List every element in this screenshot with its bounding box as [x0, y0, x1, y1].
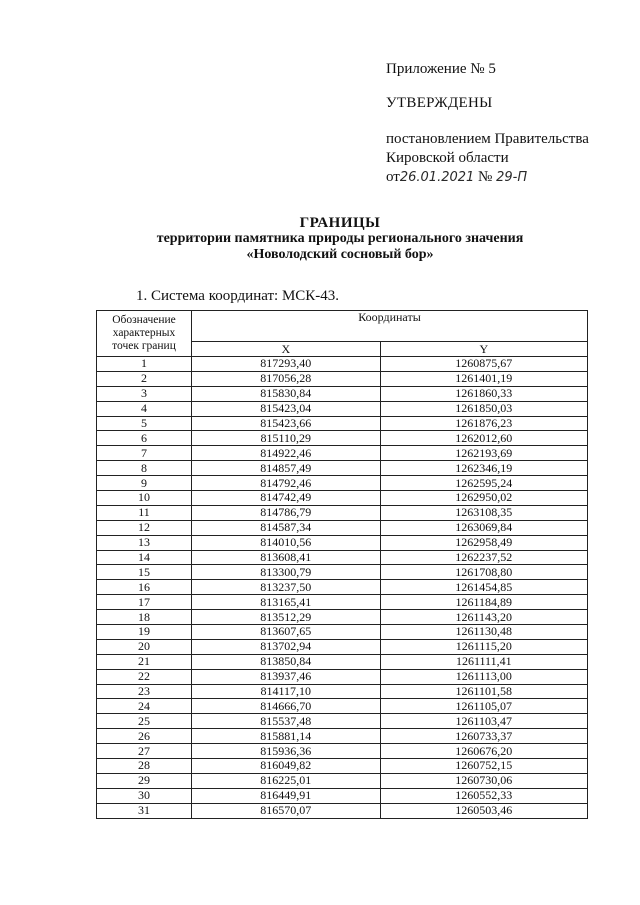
y-coordinate-cell: 1260730,06 — [380, 773, 587, 788]
x-coordinate-cell: 813608,41 — [192, 550, 381, 565]
x-coordinate-cell: 813300,79 — [192, 565, 381, 580]
y-coordinate-cell: 1262237,52 — [380, 550, 587, 565]
point-number-cell: 4 — [97, 401, 192, 416]
point-number-cell: 9 — [97, 476, 192, 491]
y-coordinate-cell: 1262193,69 — [380, 446, 587, 461]
x-coordinate-cell: 815830,84 — [192, 386, 381, 401]
point-number-cell: 25 — [97, 714, 192, 729]
table-row — [97, 639, 588, 654]
y-coordinate-cell: 1263069,84 — [380, 520, 587, 535]
x-coordinate-cell: 813165,41 — [192, 595, 381, 610]
x-coordinate-cell: 815881,14 — [192, 729, 381, 744]
y-coordinate-cell: 1261184,89 — [380, 595, 587, 610]
table-row — [97, 625, 588, 640]
x-coordinate-cell: 814010,56 — [192, 535, 381, 550]
x-coordinate-cell: 813702,94 — [192, 639, 381, 654]
y-coordinate-cell: 1261454,85 — [380, 580, 587, 595]
table-row — [97, 699, 588, 714]
point-number-cell: 3 — [97, 386, 192, 401]
table-row — [97, 416, 588, 431]
point-number-cell: 24 — [97, 699, 192, 714]
table-row — [97, 505, 588, 520]
coordinates-table — [96, 310, 588, 819]
x-coordinate-cell: 813237,50 — [192, 580, 381, 595]
x-coordinate-cell: 814117,10 — [192, 684, 381, 699]
x-coordinate-cell: 813607,65 — [192, 625, 381, 640]
table-row — [97, 371, 588, 386]
header-coordinates: Координаты — [192, 311, 588, 342]
x-coordinate-cell: 816049,82 — [192, 759, 381, 774]
point-number-cell: 19 — [97, 625, 192, 640]
y-coordinate-cell: 1261708,80 — [380, 565, 587, 580]
header-point: Обозначение характерных точек границ — [97, 311, 192, 357]
approved-label: УТВЕРЖДЕНЫ — [386, 95, 493, 111]
table-row — [97, 357, 588, 372]
title-main: ГРАНИЦЫ — [299, 215, 381, 231]
point-number-cell: 17 — [97, 595, 192, 610]
number-prefix: № — [478, 169, 493, 185]
point-number-cell: 16 — [97, 580, 192, 595]
x-coordinate-cell: 815110,29 — [192, 431, 381, 446]
document-title — [120, 215, 560, 263]
y-coordinate-cell: 1260552,33 — [380, 788, 587, 803]
table-row — [97, 803, 588, 818]
point-number-cell: 11 — [97, 505, 192, 520]
y-coordinate-cell: 1261111,41 — [380, 654, 587, 669]
title-line-2: территории памятника природы регионального значения — [156, 231, 524, 246]
point-number-cell: 1 — [97, 357, 192, 372]
decree-number: 29-П — [496, 170, 528, 185]
y-coordinate-cell: 1263108,35 — [380, 505, 587, 520]
table-row — [97, 714, 588, 729]
x-coordinate-cell: 814922,46 — [192, 446, 381, 461]
point-number-cell: 10 — [97, 491, 192, 506]
y-coordinate-cell: 1260503,46 — [380, 803, 587, 818]
point-number-cell: 5 — [97, 416, 192, 431]
y-coordinate-cell: 1261103,47 — [380, 714, 587, 729]
point-number-cell: 6 — [97, 431, 192, 446]
x-coordinate-cell: 814587,34 — [192, 520, 381, 535]
table-row — [97, 729, 588, 744]
table-row — [97, 773, 588, 788]
x-coordinate-cell: 817056,28 — [192, 371, 381, 386]
point-number-cell: 15 — [97, 565, 192, 580]
point-number-cell: 30 — [97, 788, 192, 803]
table-row — [97, 535, 588, 550]
decree-info — [386, 130, 589, 187]
table-row — [97, 476, 588, 491]
table-row — [97, 595, 588, 610]
y-coordinate-cell: 1261115,20 — [380, 639, 587, 654]
table-row — [97, 446, 588, 461]
y-coordinate-cell: 1260733,37 — [380, 729, 587, 744]
point-number-cell: 14 — [97, 550, 192, 565]
y-coordinate-cell: 1261401,19 — [380, 371, 587, 386]
table-row — [97, 744, 588, 759]
decree-date: 26.01.2021 — [399, 170, 475, 185]
y-coordinate-cell: 1260676,20 — [380, 744, 587, 759]
coordinate-system-label: 1. Система координат: МСК-43. — [136, 288, 340, 304]
table-row — [97, 669, 588, 684]
x-coordinate-cell: 813850,84 — [192, 654, 381, 669]
y-coordinate-cell: 1262950,02 — [380, 491, 587, 506]
point-number-cell: 7 — [97, 446, 192, 461]
point-number-cell: 22 — [97, 669, 192, 684]
x-coordinate-cell: 816449,91 — [192, 788, 381, 803]
x-coordinate-cell: 814792,46 — [192, 476, 381, 491]
table-row — [97, 491, 588, 506]
x-coordinate-cell: 816225,01 — [192, 773, 381, 788]
x-coordinate-cell: 815423,66 — [192, 416, 381, 431]
point-number-cell: 8 — [97, 461, 192, 476]
y-coordinate-cell: 1261113,00 — [380, 669, 587, 684]
x-coordinate-cell: 813512,29 — [192, 610, 381, 625]
x-coordinate-cell: 815537,48 — [192, 714, 381, 729]
table-row — [97, 431, 588, 446]
y-coordinate-cell: 1260875,67 — [380, 357, 587, 372]
y-coordinate-cell: 1262595,24 — [380, 476, 587, 491]
point-number-cell: 28 — [97, 759, 192, 774]
y-coordinate-cell: 1261105,07 — [380, 699, 587, 714]
x-coordinate-cell: 814666,70 — [192, 699, 381, 714]
decree-line-2: Кировской области — [386, 150, 509, 166]
table-row — [97, 565, 588, 580]
point-number-cell: 27 — [97, 744, 192, 759]
table-row — [97, 461, 588, 476]
header-x: X — [192, 342, 381, 357]
table-row — [97, 684, 588, 699]
table-row — [97, 759, 588, 774]
y-coordinate-cell: 1261860,33 — [380, 386, 587, 401]
x-coordinate-cell: 814857,49 — [192, 461, 381, 476]
y-coordinate-cell: 1262958,49 — [380, 535, 587, 550]
y-coordinate-cell: 1261130,48 — [380, 625, 587, 640]
point-number-cell: 13 — [97, 535, 192, 550]
point-number-cell: 21 — [97, 654, 192, 669]
header-y: Y — [380, 342, 587, 357]
table-row — [97, 580, 588, 595]
y-coordinate-cell: 1261143,20 — [380, 610, 587, 625]
x-coordinate-cell: 815936,36 — [192, 744, 381, 759]
table-row — [97, 610, 588, 625]
coordinates-table-body — [97, 357, 588, 819]
point-number-cell: 18 — [97, 610, 192, 625]
x-coordinate-cell: 814786,79 — [192, 505, 381, 520]
date-prefix: от — [386, 169, 400, 185]
point-number-cell: 12 — [97, 520, 192, 535]
appendix-label: Приложение № 5 — [386, 61, 496, 77]
y-coordinate-cell: 1262012,60 — [380, 431, 587, 446]
point-number-cell: 23 — [97, 684, 192, 699]
x-coordinate-cell: 816570,07 — [192, 803, 381, 818]
x-coordinate-cell: 817293,40 — [192, 357, 381, 372]
table-row — [97, 788, 588, 803]
table-row — [97, 550, 588, 565]
table-row — [97, 386, 588, 401]
decree-line-1: постановлением Правительства — [386, 131, 589, 147]
point-number-cell: 29 — [97, 773, 192, 788]
decree-date-line — [386, 168, 589, 187]
y-coordinate-cell: 1261101,58 — [380, 684, 587, 699]
y-coordinate-cell: 1260752,15 — [380, 759, 587, 774]
title-line-3: «Новолодский сосновый бор» — [246, 247, 434, 262]
table-row — [97, 401, 588, 416]
y-coordinate-cell: 1262346,19 — [380, 461, 587, 476]
point-number-cell: 31 — [97, 803, 192, 818]
y-coordinate-cell: 1261850,03 — [380, 401, 587, 416]
point-number-cell: 2 — [97, 371, 192, 386]
table-row — [97, 654, 588, 669]
x-coordinate-cell: 814742,49 — [192, 491, 381, 506]
point-number-cell: 26 — [97, 729, 192, 744]
x-coordinate-cell: 813937,46 — [192, 669, 381, 684]
table-row — [97, 520, 588, 535]
x-coordinate-cell: 815423,04 — [192, 401, 381, 416]
point-number-cell: 20 — [97, 639, 192, 654]
y-coordinate-cell: 1261876,23 — [380, 416, 587, 431]
